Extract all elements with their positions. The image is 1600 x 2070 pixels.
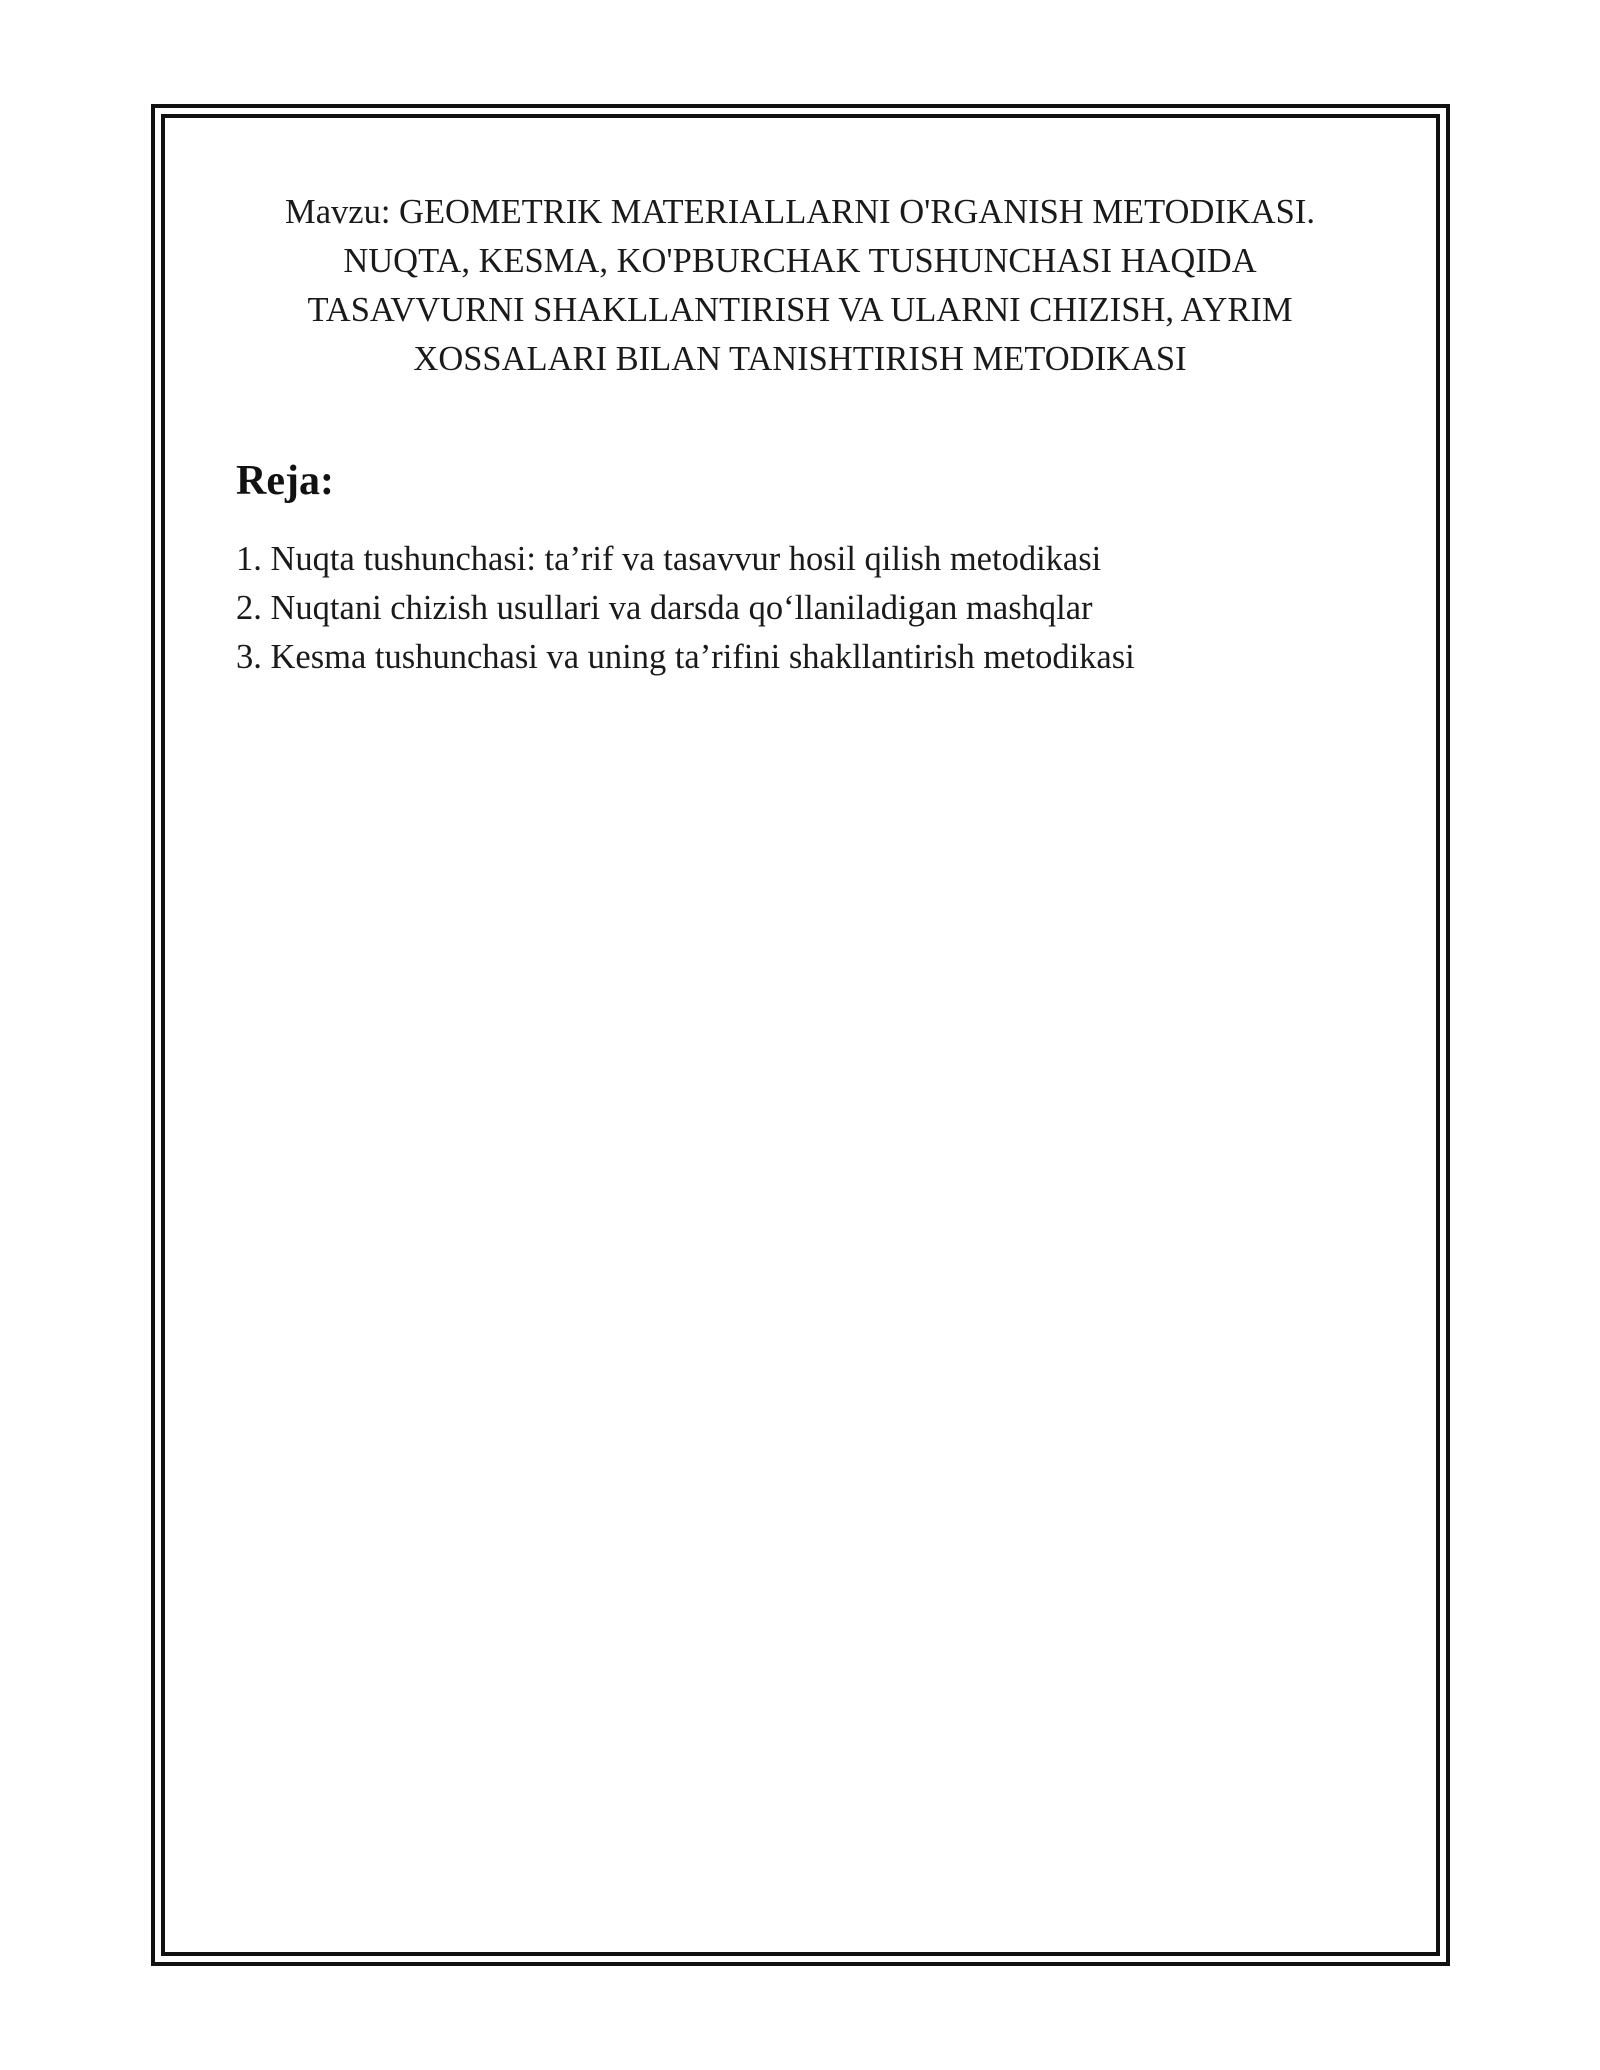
topic-title: [220, 188, 1380, 384]
plan-list-item: 3. Kesma tushunchasi va uning ta’rifini shakllantirish metodikasi: [236, 638, 1135, 676]
plan-list-item: 2. Nuqtani chizish usullari va darsda qo‘llaniladigan mashqlar: [236, 589, 1093, 627]
plan-list: [236, 535, 1135, 682]
page-border-inner: [161, 114, 1440, 1956]
topic-title-line: Mavzu: GEOMETRIK MATERIALLARNI O'RGANISH METODIKASI.: [285, 193, 1315, 231]
plan-heading: Reja:: [236, 458, 334, 504]
plan-list-item: 1. Nuqta tushunchasi: ta’rif va tasavvur hosil qilish metodikasi: [236, 540, 1102, 578]
topic-title-line: TASAVVURNI SHAKLLANTIRISH VA ULARNI CHIZISH, AYRIM: [307, 291, 1293, 329]
topic-title-line: NUQTA, KESMA, KO'PBURCHAK TUSHUNCHASI HAQIDA: [343, 242, 1257, 280]
topic-title-line: XOSSALARI BILAN TANISHTIRISH METODIKASI: [413, 340, 1187, 378]
